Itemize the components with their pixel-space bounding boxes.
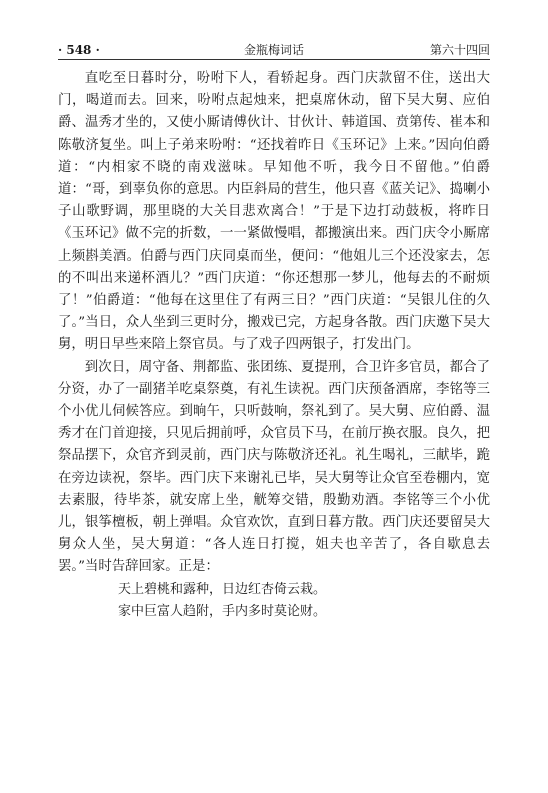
header-rule — [58, 59, 490, 60]
page-number: · 548 · — [58, 43, 100, 57]
paragraph-1: 直吃至日暮时分，吩咐下人，看轿起身。西门庆款留不住，送出大门，喝道而去。回来，吩咐点起烛来，把桌席休动，留下吴大舅、应伯爵、温秀才坐的，又使小厮请傅伙计、甘伙计、韩道国、贲第传、崔本和陈敬济复坐。叫上子弟来吩咐：“还找着昨日《玉环记》上来。”因向伯爵道：“内相家不晓的南戏滋味。早知他不听，我今日不留他。”伯爵道：“哥，到辜负你的意思。内臣斜局的营生，他只喜《蓝关记》、捣喇小子山歌野调，那里晓的大关目悲欢离合！”于是下边打动鼓板，将昨日《玉环记》做不完的折数，一一紧做慢唱，都搬演出来。西门庆令小厮席上频斟美酒。伯爵与西门庆同桌而坐，便问：“他姐儿三个还没家去，怎的不叫出来递杯酒儿？”西门庆道：“你还想那一梦儿，他每去的不耐烦了！”伯爵道：“他每在这里住了有两三日？”西门庆道：“吴银儿住的久了。”当日，众人坐到三更时分，搬戏已完，方起身各散。西门庆邀下吴大舅，明日早些来陪上祭官员。与了戏子四两银子，打发出门。 — [58, 71, 490, 353]
paragraph-2: 到次日，周守备、荆都监、张团练、夏提刑，合卫许多官员，都合了分资，办了一副猪羊吃桌祭奠，有礼生读祝。西门庆预备酒席，李铭等三个小优儿伺候答应。到晌午，只听鼓响，祭礼到了。吴大舅、应伯爵、温秀才在门首迎接，只见后拥前呼，众官员下马，在前厅换衣服。良久，把祭品摆下，众官齐到灵前，西门庆与陈敬济还礼。礼生喝礼，三献毕，跪在旁边读祝，祭毕。西门庆下来谢礼已毕，吴大舅等让众官至卷棚内，宽去素服，待毕茶，就安席上坐，觥筹交错，殷勤劝酒。李铭等三个小优儿，银筝檀板，朝上弹唱。众官欢饮，直到日暮方散。西门庆还要留吴大舅众人坐，吴大舅道：“各人连日打搅，姐夫也辛苦了，各自歇息去罢。”当时告辞回家。正是： — [58, 359, 490, 575]
page-body — [58, 68, 490, 623]
closing-poem — [58, 579, 490, 623]
page-header — [58, 40, 490, 60]
poem-line-1: 天上碧桃和露种，日边红杏倚云栽。 — [118, 581, 327, 597]
book-title: 金瓶梅词话 — [243, 43, 304, 57]
poem-line-2: 家中巨富人趋附，手内多时莫论财。 — [118, 603, 327, 619]
chapter-title: 第六十四回 — [429, 43, 490, 57]
